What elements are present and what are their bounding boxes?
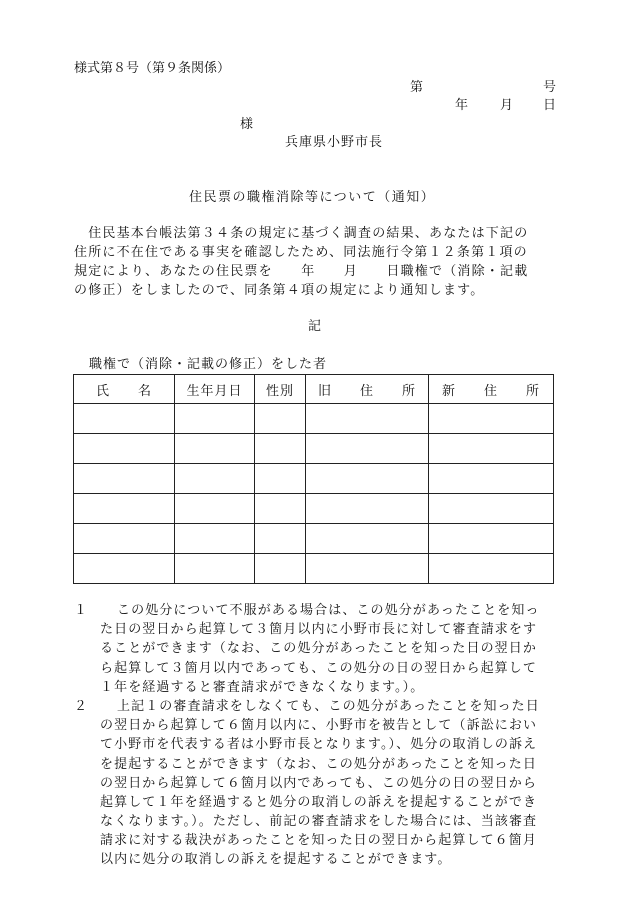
note-item xyxy=(74,697,564,870)
note-line: ることができます（なお、この処分があったことを知った日の翌日か xyxy=(100,641,537,657)
sender-name: 兵庫県小野市長 xyxy=(285,135,384,150)
note-line: 上記１の審査請求をしなくても、この処分があったことを知った日 xyxy=(117,698,540,714)
notes-section xyxy=(74,601,564,870)
table-cell xyxy=(74,494,175,524)
document-number-suffix: 号 xyxy=(543,80,557,95)
note-line: なくなります。）。ただし、前記の審査請求をした場合には、当該審査 xyxy=(100,814,538,830)
table-row xyxy=(74,404,554,434)
note-line: て小野市を代表する者は小野市長となります。）、処分の取消しの訴え xyxy=(100,737,538,753)
note-line: １年を経過すると審査請求ができなくなります。）。 xyxy=(100,679,425,695)
table-cell xyxy=(429,404,554,434)
body-line: 規定により、あなたの住民票を 年 月 日職権で（消除・記載 xyxy=(74,264,529,279)
note-line: の翌日から起算して６箇月以内であっても、この処分の日の翌日から xyxy=(100,775,537,791)
table-cell xyxy=(175,434,255,464)
note-line: ら起算して３箇月以内であっても、この処分の日の翌日から起算して xyxy=(100,660,537,676)
ki-heading: 記 xyxy=(308,319,322,334)
table-cell xyxy=(255,554,306,584)
table-cell xyxy=(429,464,554,494)
table-cell xyxy=(429,554,554,584)
recipient-honorific: 様 xyxy=(240,117,254,132)
table-cell xyxy=(306,464,429,494)
header-sex: 性別 xyxy=(255,375,306,404)
table-row xyxy=(74,524,554,554)
table-cell xyxy=(74,464,175,494)
date-month-label: 月 xyxy=(500,98,514,113)
header-birthdate: 生年月日 xyxy=(175,375,255,404)
note-line: た日の翌日から起算して３箇月以内に小野市長に対して審査請求をす xyxy=(100,622,538,638)
table-cell xyxy=(306,494,429,524)
note-number: ２ xyxy=(74,698,89,714)
table-caption: 職権で（消除・記載の修正）をした者 xyxy=(89,357,328,372)
note-item xyxy=(74,601,564,697)
note-number: １ xyxy=(74,603,89,618)
table-cell xyxy=(74,404,175,434)
form-number: 様式第８号（第９条関係） xyxy=(74,61,231,76)
table-cell xyxy=(306,434,429,464)
table-cell xyxy=(306,404,429,434)
table-cell xyxy=(255,524,306,554)
body-line: の修正）をしましたので、同条第４項の規定により通知します。 xyxy=(74,283,485,298)
table-body xyxy=(74,404,554,584)
table-row xyxy=(74,554,554,584)
document-title: 住民票の職権消除等について（通知） xyxy=(189,190,436,205)
table-cell xyxy=(74,524,175,554)
table-cell xyxy=(429,524,554,554)
table-cell xyxy=(175,464,255,494)
table-cell xyxy=(429,434,554,464)
table-cell xyxy=(255,434,306,464)
table-cell xyxy=(255,494,306,524)
header-new-address: 新 住 所 xyxy=(429,375,554,404)
table-cell xyxy=(306,524,429,554)
table-cell xyxy=(175,494,255,524)
note-line: 以内に処分の取消しの訴えを提起することができます。 xyxy=(100,852,452,868)
date-day-label: 日 xyxy=(543,98,557,113)
document-number-prefix: 第 xyxy=(410,80,424,95)
table-cell xyxy=(429,494,554,524)
table-cell xyxy=(74,434,175,464)
table-row xyxy=(74,464,554,494)
note-line: の翌日から起算して６箇月以内に、小野市を被告として（訴訟におい xyxy=(100,718,538,734)
table-cell xyxy=(74,554,175,584)
persons-table xyxy=(73,374,554,584)
table-cell xyxy=(255,404,306,434)
table-row xyxy=(74,494,554,524)
table-header-row xyxy=(74,375,554,404)
body-line: 住民基本台帳法第３４条の規定に基づく調査の結果、あなたは下記の xyxy=(74,226,529,241)
note-line: 請求に対する裁決があったことを知った日の翌日から起算して６箇月 xyxy=(100,833,537,849)
note-line: 起算して１年を経過すると処分の取消しの訴えを提起することができ xyxy=(100,794,538,810)
table-cell xyxy=(175,554,255,584)
date-year-label: 年 xyxy=(455,98,469,113)
table-cell xyxy=(175,524,255,554)
body-paragraph xyxy=(74,224,564,300)
note-line: を提起することができます（なお、この処分があったことを知った日 xyxy=(100,756,537,772)
header-name: 氏 名 xyxy=(74,375,175,404)
table-cell xyxy=(255,464,306,494)
table-row xyxy=(74,434,554,464)
header-old-address: 旧 住 所 xyxy=(306,375,429,404)
note-line: この処分について不服がある場合は、この処分があったことを知っ xyxy=(117,603,540,618)
body-line: 住所に不在住である事実を確認したため、同法施行令第１２条第１項の xyxy=(74,245,528,260)
table-cell xyxy=(175,404,255,434)
table-cell xyxy=(306,554,429,584)
